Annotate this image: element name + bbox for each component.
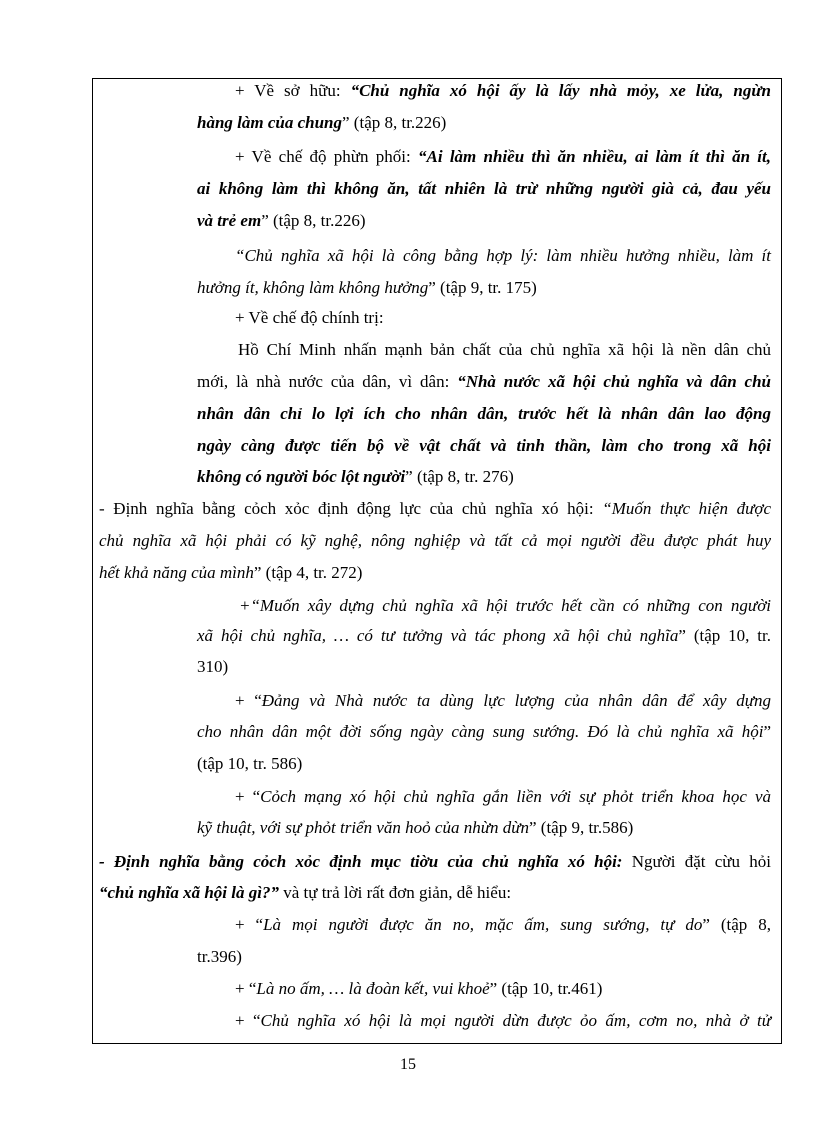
emphasized-text: Đảng và Nhà nước ta dùng lực lượng của nhân dân để xây dựng bbox=[261, 691, 771, 710]
text-line bbox=[197, 716, 771, 748]
text-line bbox=[238, 334, 771, 366]
emphasized-text: “Muốn thực hiện được bbox=[602, 499, 771, 518]
emphasized-text: hết khả năng của mình bbox=[99, 563, 254, 582]
text-line bbox=[99, 557, 771, 589]
text-segment: ” (tập 8, bbox=[702, 915, 771, 934]
text-segment: + “ bbox=[235, 787, 261, 806]
emphasized-text: ngày càng được tiến bộ về vật chất và tinh thần, làm cho trong xã hội bbox=[197, 436, 771, 455]
text-line bbox=[197, 173, 771, 205]
emphasized-text: “chủ nghĩa xã hội là gì?” bbox=[99, 883, 279, 902]
text-segment: + Về sở hữu: bbox=[235, 81, 351, 100]
emphasized-text: nhân dân chỉ lo lợi ích cho nhân dân, trước hết là nhân dân lao động bbox=[197, 404, 771, 423]
text-segment: - Định nghĩa bằng cỏch xỏc định động lực của chủ nghĩa xó hội: bbox=[99, 499, 603, 518]
emphasized-text: hưởng ít, không làm không hưởng bbox=[197, 278, 429, 297]
text-segment: Hồ Chí Minh nhấn mạnh bản chất của chủ nghĩa xã hội là nền dân chủ bbox=[238, 340, 771, 359]
text-line bbox=[197, 620, 771, 652]
text-line bbox=[235, 302, 771, 334]
text-segment: (tập 10, tr. 586) bbox=[197, 754, 303, 773]
text-segment: ” (tập 8, tr. 276) bbox=[405, 467, 514, 486]
text-line bbox=[235, 781, 771, 813]
text-line bbox=[197, 107, 771, 139]
text-segment: Người đặt cừu hỏi bbox=[622, 852, 771, 871]
text-line bbox=[235, 973, 771, 1005]
text-segment: ” (tập 4, tr. 272) bbox=[253, 563, 363, 582]
text-segment: ” (tập 8, tr.226) bbox=[261, 211, 366, 230]
emphasized-text: “Ai làm nhiều thì ăn nhiều, ai làm ít thì ăn ít, bbox=[417, 147, 772, 166]
emphasized-text: chủ nghĩa xã hội phải có kỹ nghệ, nông nghiệp và tất cả mọi người đều được phát huy bbox=[99, 531, 771, 550]
text-line bbox=[197, 748, 771, 780]
text-line bbox=[197, 651, 771, 683]
emphasized-text: hàng làm của chung bbox=[197, 113, 343, 132]
text-segment: ” bbox=[763, 722, 771, 741]
text-line bbox=[239, 590, 771, 622]
emphasized-text: không có người bóc lột người bbox=[197, 467, 406, 486]
text-segment: mới, là nhà nước của dân, vì dân: bbox=[197, 372, 458, 391]
text-segment: + “ bbox=[235, 691, 262, 710]
document-frame bbox=[92, 78, 782, 1044]
text-segment: 310) bbox=[197, 657, 229, 676]
text-line bbox=[99, 846, 771, 878]
text-line bbox=[99, 525, 771, 557]
emphasized-text: xã hội chủ nghĩa, … có tư tưởng và tác phong xã hội chủ nghĩa bbox=[197, 626, 679, 645]
text-line bbox=[197, 366, 771, 398]
text-segment: + “ bbox=[235, 979, 257, 998]
text-line bbox=[99, 877, 771, 909]
text-segment: + Về chế độ phừn phối: bbox=[235, 147, 418, 166]
text-line bbox=[197, 272, 771, 304]
text-line bbox=[99, 493, 771, 525]
text-segment: tr.396) bbox=[197, 947, 242, 966]
page-number: 15 bbox=[400, 1056, 416, 1073]
text-segment: + Về chế độ chính trị: bbox=[235, 308, 384, 327]
text-line bbox=[235, 141, 771, 173]
text-line bbox=[197, 430, 771, 462]
emphasized-text: “Nhà nước xã hội chủ nghĩa và dân chủ bbox=[457, 372, 771, 391]
text-segment: ” (tập 9, tr.586) bbox=[528, 818, 634, 837]
emphasized-text: Cỏch mạng xó hội chủ nghĩa gắn liền với sự phỏt triển khoa học và bbox=[260, 787, 771, 806]
emphasized-text: “Chủ nghĩa xó hội ấy là lấy nhà mỏy, xe lửa, ngừn bbox=[350, 81, 771, 100]
text-segment: + “ bbox=[235, 915, 264, 934]
text-line bbox=[235, 75, 771, 107]
emphasized-text: “Chủ nghĩa xã hội là công bằng hợp lý: làm nhiều hưởng nhiều, làm ít bbox=[235, 246, 771, 265]
emphasized-text: Chủ nghĩa xó hội là mọi người dừn được ỏo ấm, cơm no, nhà ở tử bbox=[260, 1011, 771, 1030]
text-line bbox=[235, 1005, 771, 1037]
text-line bbox=[197, 461, 771, 493]
emphasized-text: +“Muốn xây dựng chủ nghĩa xã hội trước hết cần có những con người bbox=[239, 596, 771, 615]
text-line bbox=[235, 685, 771, 717]
emphasized-text: Là mọi người được ăn no, mặc ấm, sung sướng, tự do bbox=[263, 915, 703, 934]
text-line bbox=[235, 909, 771, 941]
text-segment: + “ bbox=[235, 1011, 261, 1030]
emphasized-text: - Định nghĩa bằng cỏch xỏc định mục tiờu của chủ nghĩa xó hội: bbox=[99, 852, 623, 871]
text-segment: ” (tập 10, tr.461) bbox=[489, 979, 603, 998]
emphasized-text: và trẻ em bbox=[197, 211, 262, 230]
emphasized-text: cho nhân dân một đời sống ngày càng sung sướng. Đó là chủ nghĩa xã hội bbox=[197, 722, 764, 741]
emphasized-text: ai không làm thì không ăn, tất nhiên là trừ những người già cả, đau yếu bbox=[197, 179, 771, 198]
emphasized-text: Là no ấm, … là đoàn kết, vui khoẻ bbox=[256, 979, 490, 998]
text-segment: và tự trả lời rất đơn giản, dễ hiểu: bbox=[278, 883, 512, 902]
text-segment: ” (tập 9, tr. 175) bbox=[428, 278, 537, 297]
text-segment: ” (tập 8, tr.226) bbox=[342, 113, 447, 132]
text-segment: ” (tập 10, tr. bbox=[678, 626, 771, 645]
text-line bbox=[197, 941, 771, 973]
text-line bbox=[235, 240, 771, 272]
text-line bbox=[197, 205, 771, 237]
emphasized-text: kỹ thuật, với sự phỏt triển văn hoỏ của nhừn dừn bbox=[197, 818, 529, 837]
text-line bbox=[197, 812, 771, 844]
text-line bbox=[197, 398, 771, 430]
